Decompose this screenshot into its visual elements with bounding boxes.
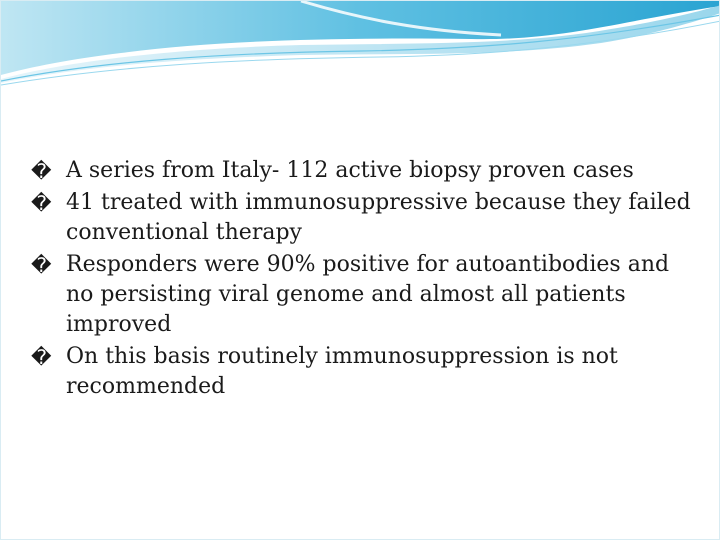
bullet-glyph-icon: � [31,159,52,183]
bullet-item-2 [31,188,691,248]
bullet-text: On this basis routinely immunosuppression is not recommended [66,344,618,399]
bullet-text: Responders were 90% positive for autoantibodies and no persisting viral genome and almost all patients improved [66,252,670,337]
bullet-item-1 [31,156,691,186]
bullet-text: A series from Italy- 112 active biopsy proven cases [66,158,634,183]
bullet-glyph-icon: � [31,345,52,369]
bullet-glyph-icon: � [31,253,52,277]
bullet-text: 41 treated with immunosuppressive because they failed conventional therapy [66,190,691,245]
bullet-list [31,156,691,404]
bullet-glyph-icon: � [31,191,52,215]
bullet-item-3 [31,250,691,340]
header-wave-decoration [1,1,720,91]
bullet-item-4 [31,342,691,402]
